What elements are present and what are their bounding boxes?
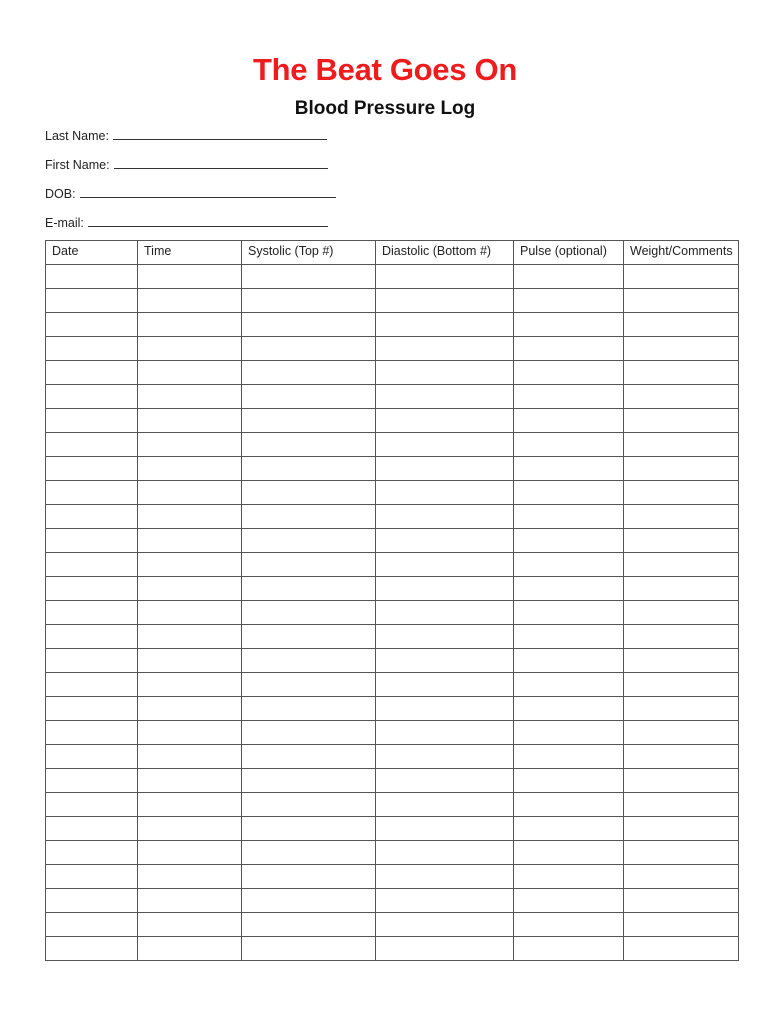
time-cell[interactable] (138, 937, 242, 961)
date-cell[interactable] (46, 529, 138, 553)
weight-comments-cell[interactable] (624, 721, 739, 745)
diastolic-cell[interactable] (376, 865, 514, 889)
pulse-cell[interactable] (514, 433, 624, 457)
table-row (46, 601, 739, 625)
weight-comments-cell[interactable] (624, 265, 739, 289)
diastolic-cell[interactable] (376, 697, 514, 721)
time-cell[interactable] (138, 337, 242, 361)
diastolic-cell[interactable] (376, 409, 514, 433)
time-cell[interactable] (138, 625, 242, 649)
page-title: The Beat Goes On (253, 52, 517, 87)
systolic-cell[interactable] (242, 409, 376, 433)
table-row (46, 889, 739, 913)
diastolic-cell[interactable] (376, 313, 514, 337)
time-cell[interactable] (138, 385, 242, 409)
time-cell[interactable] (138, 889, 242, 913)
weight-comments-cell[interactable] (624, 889, 739, 913)
date-cell[interactable] (46, 361, 138, 385)
date-cell[interactable] (46, 625, 138, 649)
pulse-cell[interactable] (514, 601, 624, 625)
pulse-cell[interactable] (514, 553, 624, 577)
table-row (46, 265, 739, 289)
pulse-cell[interactable] (514, 937, 624, 961)
systolic-cell[interactable] (242, 721, 376, 745)
pulse-cell[interactable] (514, 913, 624, 937)
time-cell[interactable] (138, 313, 242, 337)
pulse-cell[interactable] (514, 769, 624, 793)
pulse-cell[interactable] (514, 337, 624, 361)
pulse-cell[interactable] (514, 409, 624, 433)
date-cell[interactable] (46, 937, 138, 961)
date-cell[interactable] (46, 721, 138, 745)
first-name-field[interactable] (45, 156, 328, 173)
diastolic-cell[interactable] (376, 505, 514, 529)
diastolic-cell[interactable] (376, 433, 514, 457)
date-cell[interactable] (46, 289, 138, 313)
table-row (46, 817, 739, 841)
time-cell[interactable] (138, 457, 242, 481)
last-name-line[interactable] (113, 127, 327, 140)
column-header-time: Time (138, 241, 242, 265)
weight-comments-cell[interactable] (624, 577, 739, 601)
time-cell[interactable] (138, 745, 242, 769)
pulse-cell[interactable] (514, 577, 624, 601)
systolic-cell[interactable] (242, 937, 376, 961)
pulse-cell[interactable] (514, 313, 624, 337)
systolic-cell[interactable] (242, 481, 376, 505)
time-cell[interactable] (138, 649, 242, 673)
email-field[interactable] (45, 214, 328, 231)
systolic-cell[interactable] (242, 745, 376, 769)
table-row (46, 457, 739, 481)
systolic-cell[interactable] (242, 841, 376, 865)
weight-comments-cell[interactable] (624, 361, 739, 385)
date-cell[interactable] (46, 601, 138, 625)
email-line[interactable] (88, 214, 328, 227)
last-name-field[interactable] (45, 127, 327, 144)
diastolic-cell[interactable] (376, 769, 514, 793)
weight-comments-cell[interactable] (624, 313, 739, 337)
column-header-pulse: Pulse (optional) (514, 241, 624, 265)
table-row (46, 577, 739, 601)
column-header-date: Date (46, 241, 138, 265)
weight-comments-cell[interactable] (624, 625, 739, 649)
time-cell[interactable] (138, 817, 242, 841)
date-cell[interactable] (46, 505, 138, 529)
time-cell[interactable] (138, 361, 242, 385)
pulse-cell[interactable] (514, 841, 624, 865)
systolic-cell[interactable] (242, 337, 376, 361)
table-row (46, 721, 739, 745)
systolic-cell[interactable] (242, 865, 376, 889)
date-cell[interactable] (46, 745, 138, 769)
date-cell[interactable] (46, 481, 138, 505)
date-cell[interactable] (46, 457, 138, 481)
table-row (46, 313, 739, 337)
weight-comments-cell[interactable] (624, 505, 739, 529)
diastolic-cell[interactable] (376, 385, 514, 409)
table-row (46, 505, 739, 529)
systolic-cell[interactable] (242, 697, 376, 721)
time-cell[interactable] (138, 505, 242, 529)
weight-comments-cell[interactable] (624, 457, 739, 481)
weight-comments-cell[interactable] (624, 649, 739, 673)
dob-label: DOB: (45, 187, 76, 201)
weight-comments-cell[interactable] (624, 817, 739, 841)
time-cell[interactable] (138, 913, 242, 937)
pulse-cell[interactable] (514, 625, 624, 649)
pulse-cell[interactable] (514, 865, 624, 889)
time-cell[interactable] (138, 529, 242, 553)
date-cell[interactable] (46, 433, 138, 457)
pulse-cell[interactable] (514, 649, 624, 673)
systolic-cell[interactable] (242, 913, 376, 937)
weight-comments-cell[interactable] (624, 601, 739, 625)
date-cell[interactable] (46, 385, 138, 409)
table-row (46, 409, 739, 433)
table-row (46, 793, 739, 817)
table-row (46, 769, 739, 793)
pulse-cell[interactable] (514, 505, 624, 529)
weight-comments-cell[interactable] (624, 913, 739, 937)
table-row (46, 841, 739, 865)
diastolic-cell[interactable] (376, 649, 514, 673)
time-cell[interactable] (138, 865, 242, 889)
date-cell[interactable] (46, 553, 138, 577)
diastolic-cell[interactable] (376, 361, 514, 385)
systolic-cell[interactable] (242, 457, 376, 481)
column-header-diastolic: Diastolic (Bottom #) (376, 241, 514, 265)
pulse-cell[interactable] (514, 481, 624, 505)
diastolic-cell[interactable] (376, 601, 514, 625)
diastolic-cell[interactable] (376, 337, 514, 361)
time-cell[interactable] (138, 673, 242, 697)
date-cell[interactable] (46, 409, 138, 433)
diastolic-cell[interactable] (376, 913, 514, 937)
pulse-cell[interactable] (514, 385, 624, 409)
table-header-row (46, 241, 739, 265)
time-cell[interactable] (138, 433, 242, 457)
pulse-cell[interactable] (514, 457, 624, 481)
systolic-cell[interactable] (242, 433, 376, 457)
systolic-cell[interactable] (242, 889, 376, 913)
weight-comments-cell[interactable] (624, 337, 739, 361)
table-row (46, 745, 739, 769)
diastolic-cell[interactable] (376, 457, 514, 481)
systolic-cell[interactable] (242, 793, 376, 817)
table-row (46, 913, 739, 937)
systolic-cell[interactable] (242, 529, 376, 553)
time-cell[interactable] (138, 553, 242, 577)
date-cell[interactable] (46, 673, 138, 697)
diastolic-cell[interactable] (376, 721, 514, 745)
weight-comments-cell[interactable] (624, 841, 739, 865)
time-cell[interactable] (138, 841, 242, 865)
table-row (46, 385, 739, 409)
date-cell[interactable] (46, 769, 138, 793)
weight-comments-cell[interactable] (624, 697, 739, 721)
table-row (46, 529, 739, 553)
diastolic-cell[interactable] (376, 841, 514, 865)
systolic-cell[interactable] (242, 601, 376, 625)
weight-comments-cell[interactable] (624, 481, 739, 505)
weight-comments-cell[interactable] (624, 385, 739, 409)
time-cell[interactable] (138, 577, 242, 601)
systolic-cell[interactable] (242, 265, 376, 289)
systolic-cell[interactable] (242, 313, 376, 337)
diastolic-cell[interactable] (376, 265, 514, 289)
pulse-cell[interactable] (514, 817, 624, 841)
weight-comments-cell[interactable] (624, 937, 739, 961)
table-row (46, 553, 739, 577)
date-cell[interactable] (46, 913, 138, 937)
last-name-label: Last Name: (45, 129, 109, 143)
column-header-systolic: Systolic (Top #) (242, 241, 376, 265)
table-row (46, 433, 739, 457)
first-name-label: First Name: (45, 158, 110, 172)
diastolic-cell[interactable] (376, 289, 514, 313)
page-subtitle: Blood Pressure Log (294, 98, 476, 119)
time-cell[interactable] (138, 721, 242, 745)
table-row (46, 481, 739, 505)
table-row (46, 337, 739, 361)
systolic-cell[interactable] (242, 361, 376, 385)
weight-comments-cell[interactable] (624, 433, 739, 457)
weight-comments-cell[interactable] (624, 529, 739, 553)
diastolic-cell[interactable] (376, 673, 514, 697)
column-header-weight-comments: Weight/Comments (624, 241, 739, 265)
diastolic-cell[interactable] (376, 817, 514, 841)
time-cell[interactable] (138, 409, 242, 433)
email-label: E-mail: (45, 216, 84, 230)
dob-line[interactable] (80, 185, 336, 198)
diastolic-cell[interactable] (376, 577, 514, 601)
weight-comments-cell[interactable] (624, 409, 739, 433)
diastolic-cell[interactable] (376, 553, 514, 577)
diastolic-cell[interactable] (376, 481, 514, 505)
systolic-cell[interactable] (242, 649, 376, 673)
pulse-cell[interactable] (514, 289, 624, 313)
date-cell[interactable] (46, 817, 138, 841)
time-cell[interactable] (138, 265, 242, 289)
date-cell[interactable] (46, 841, 138, 865)
systolic-cell[interactable] (242, 385, 376, 409)
weight-comments-cell[interactable] (624, 673, 739, 697)
time-cell[interactable] (138, 601, 242, 625)
pulse-cell[interactable] (514, 889, 624, 913)
systolic-cell[interactable] (242, 625, 376, 649)
time-cell[interactable] (138, 793, 242, 817)
diastolic-cell[interactable] (376, 793, 514, 817)
weight-comments-cell[interactable] (624, 769, 739, 793)
pulse-cell[interactable] (514, 793, 624, 817)
date-cell[interactable] (46, 313, 138, 337)
systolic-cell[interactable] (242, 769, 376, 793)
time-cell[interactable] (138, 481, 242, 505)
systolic-cell[interactable] (242, 289, 376, 313)
date-cell[interactable] (46, 265, 138, 289)
weight-comments-cell[interactable] (624, 865, 739, 889)
date-cell[interactable] (46, 793, 138, 817)
weight-comments-cell[interactable] (624, 289, 739, 313)
table-row (46, 361, 739, 385)
bp-log-table (45, 240, 739, 961)
table-row (46, 673, 739, 697)
date-cell[interactable] (46, 889, 138, 913)
date-cell[interactable] (46, 577, 138, 601)
diastolic-cell[interactable] (376, 889, 514, 913)
table-row (46, 697, 739, 721)
table-row (46, 625, 739, 649)
table-row (46, 649, 739, 673)
diastolic-cell[interactable] (376, 529, 514, 553)
systolic-cell[interactable] (242, 673, 376, 697)
date-cell[interactable] (46, 337, 138, 361)
date-cell[interactable] (46, 649, 138, 673)
diastolic-cell[interactable] (376, 625, 514, 649)
systolic-cell[interactable] (242, 817, 376, 841)
systolic-cell[interactable] (242, 577, 376, 601)
date-cell[interactable] (46, 865, 138, 889)
pulse-cell[interactable] (514, 745, 624, 769)
weight-comments-cell[interactable] (624, 553, 739, 577)
time-cell[interactable] (138, 769, 242, 793)
systolic-cell[interactable] (242, 505, 376, 529)
time-cell[interactable] (138, 697, 242, 721)
pulse-cell[interactable] (514, 721, 624, 745)
weight-comments-cell[interactable] (624, 793, 739, 817)
pulse-cell[interactable] (514, 673, 624, 697)
first-name-line[interactable] (114, 156, 328, 169)
diastolic-cell[interactable] (376, 937, 514, 961)
pulse-cell[interactable] (514, 529, 624, 553)
systolic-cell[interactable] (242, 553, 376, 577)
table-row (46, 937, 739, 961)
pulse-cell[interactable] (514, 697, 624, 721)
table-row (46, 289, 739, 313)
pulse-cell[interactable] (514, 361, 624, 385)
time-cell[interactable] (138, 289, 242, 313)
weight-comments-cell[interactable] (624, 745, 739, 769)
table-row (46, 865, 739, 889)
diastolic-cell[interactable] (376, 745, 514, 769)
dob-field[interactable] (45, 185, 336, 202)
date-cell[interactable] (46, 697, 138, 721)
pulse-cell[interactable] (514, 265, 624, 289)
